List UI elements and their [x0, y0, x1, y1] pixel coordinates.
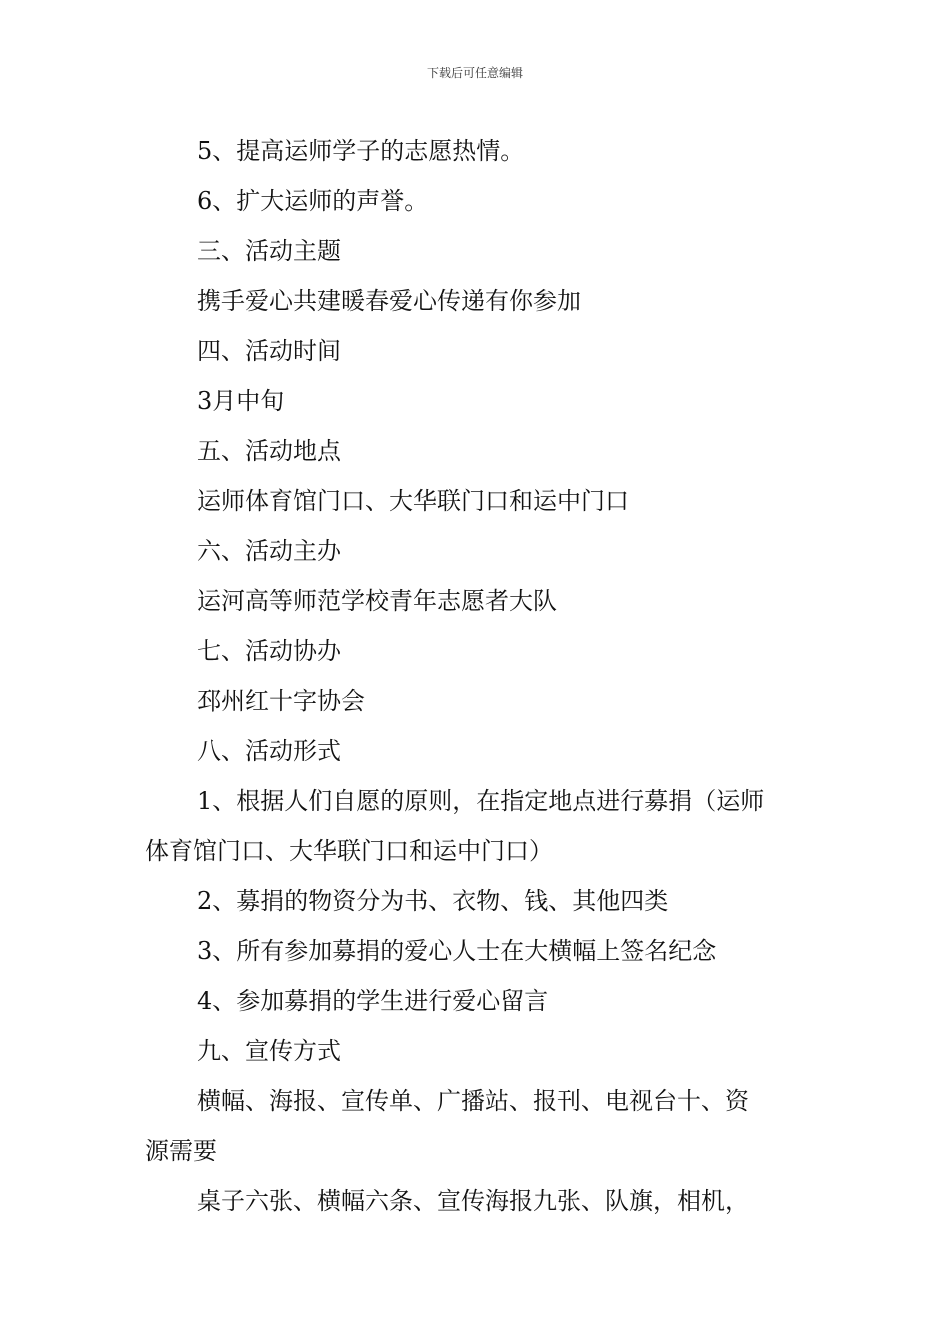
document-body: [145, 126, 810, 1226]
text-line: 5、提高运师学子的志愿热情。: [197, 137, 525, 165]
section-heading: 三、活动主题: [197, 237, 341, 265]
text-line: 运河高等师范学校青年志愿者大队: [197, 587, 557, 615]
section-heading: 四、活动时间: [197, 337, 341, 365]
text-line: 桌子六张、横幅六条、宣传海报九张、队旗，相机，: [197, 1187, 749, 1215]
section-heading: 九、宣传方式: [197, 1037, 341, 1065]
text-line: 6、扩大运师的声誉。: [197, 187, 429, 215]
text-line: 源需要: [145, 1137, 217, 1165]
section-heading: 八、活动形式: [197, 737, 341, 765]
text-line: 邳州红十字协会: [197, 687, 365, 715]
section-heading: 六、活动主办: [197, 537, 341, 565]
section-heading: 五、活动地点: [197, 437, 341, 465]
text-line: 3、所有参加募捐的爱心人士在大横幅上签名纪念: [197, 937, 717, 965]
text-line: 体育馆门口、大华联门口和运中门口）: [145, 837, 553, 865]
text-line: 1、根据人们自愿的原则，在指定地点进行募捐（运师: [197, 787, 765, 815]
page-header-note: 下载后可任意编辑: [426, 66, 523, 80]
text-line: 2、募捐的物资分为书、衣物、钱、其他四类: [197, 887, 669, 915]
text-line: 运师体育馆门口、大华联门口和运中门口: [197, 487, 629, 515]
text-line: 横幅、海报、宣传单、广播站、报刊、电视台十、资: [197, 1087, 749, 1115]
text-line: 3月中旬: [197, 387, 285, 415]
section-heading: 七、活动协办: [197, 637, 341, 665]
text-line: 4、参加募捐的学生进行爱心留言: [197, 987, 549, 1015]
text-line: 携手爱心共建暖春爱心传递有你参加: [197, 287, 581, 315]
